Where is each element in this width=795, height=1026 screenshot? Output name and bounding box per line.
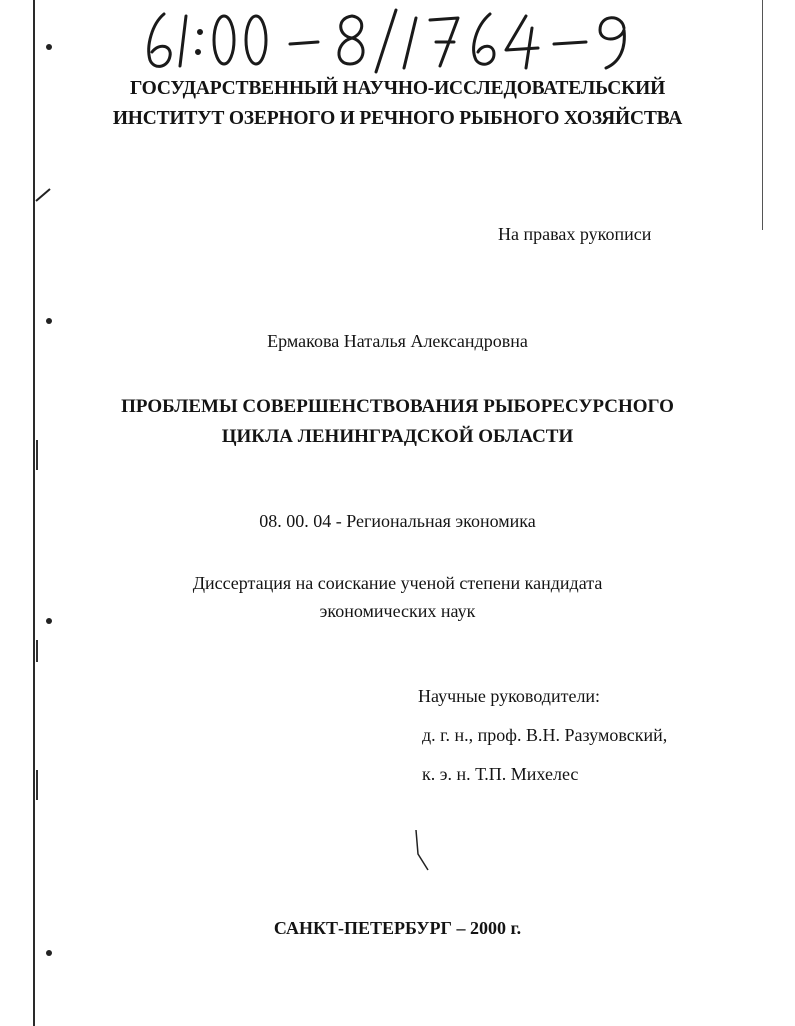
supervisor-item: д. г. н., проф. В.Н. Разумовский, (422, 725, 668, 745)
author-name: Ермакова Наталья Александровна (267, 331, 528, 351)
punch-hole-mark (46, 950, 52, 956)
supervisor-item: к. э. н. Т.П. Михелес (422, 764, 579, 784)
scan-artifact (34, 185, 54, 205)
dissertation-title (0, 392, 795, 452)
scan-artifact (36, 640, 38, 662)
supervisors-heading: Научные руководители: (418, 686, 601, 706)
place-and-year: САНКТ-ПЕТЕРБУРГ – 2000 г. (273, 918, 522, 938)
degree-statement (0, 569, 795, 625)
stray-pen-mark (412, 828, 432, 873)
handwritten-archive-code (140, 6, 650, 74)
degree-line-1: Диссертация на соискание ученой степени кандидата (192, 573, 603, 593)
scan-artifact (36, 770, 38, 800)
degree-line-2: экономических наук (319, 601, 476, 621)
title-line-1: ПРОБЛЕМЫ СОВЕРШЕНСТВОВАНИЯ РЫБОРЕСУРСНОГО (121, 396, 674, 417)
institute-line-2: ИНСТИТУТ ОЗЕРНОГО И РЕЧНОГО РЫБНОГО ХОЗЯЙСТВА (112, 108, 683, 129)
institute-line-1: ГОСУДАРСТВЕННЫЙ НАУЧНО-ИССЛЕДОВАТЕЛЬСКИЙ (129, 78, 666, 99)
institute-name (0, 74, 795, 134)
punch-hole-mark (46, 318, 52, 324)
specialty-code: 08. 00. 04 - Региональная экономика (259, 511, 536, 531)
rights-note: На правах рукописи (498, 224, 652, 244)
punch-hole-mark (46, 44, 52, 50)
title-line-2: ЦИКЛА ЛЕНИНГРАДСКОЙ ОБЛАСТИ (221, 426, 574, 447)
